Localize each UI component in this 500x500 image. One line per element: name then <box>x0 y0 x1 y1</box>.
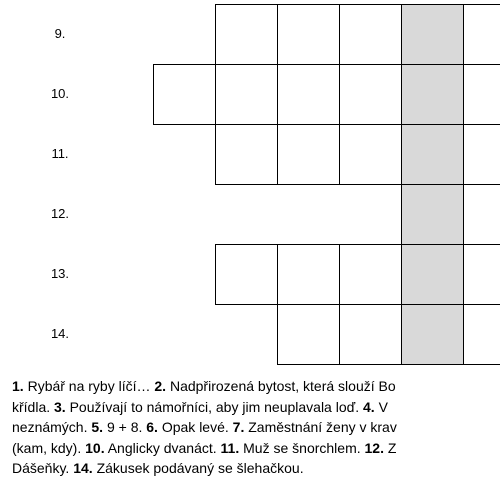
clue-text: (kam, kdy). <box>12 439 86 456</box>
clue-number: 7. <box>232 419 245 435</box>
crossword-cell[interactable] <box>463 4 500 65</box>
clue-text: Nadpřirozená bytost, která slouží Bo <box>166 378 396 394</box>
clue-text: Anglicky dvanáct. <box>104 439 221 456</box>
solution-cell[interactable] <box>401 184 464 245</box>
clue-text: Rybář na ryby líčí… <box>23 378 155 394</box>
clue-text: Z <box>383 439 397 456</box>
clue-number: 11. <box>220 439 240 456</box>
clues-text <box>12 376 500 479</box>
clue-text: křídla. <box>12 398 55 415</box>
crossword-cell[interactable] <box>463 184 500 245</box>
row-label: 13. <box>50 266 70 281</box>
clue-text: Dášeňky. <box>12 460 74 476</box>
clue-number: 2. <box>154 378 167 394</box>
row-label: 9. <box>54 26 66 41</box>
crossword-cell[interactable] <box>463 64 500 125</box>
solution-cell[interactable] <box>401 124 464 185</box>
crossword-cell[interactable] <box>277 124 340 185</box>
crossword-cell[interactable] <box>339 244 402 305</box>
clue-line <box>12 458 500 479</box>
crossword-cell[interactable] <box>215 244 278 305</box>
solution-cell[interactable] <box>401 4 464 65</box>
crossword-cell[interactable] <box>463 124 500 185</box>
clue-text: Opak levé. <box>157 419 233 435</box>
clue-number: 12. <box>364 439 384 456</box>
crossword-cell[interactable] <box>339 304 402 365</box>
solution-cell[interactable] <box>401 304 464 365</box>
clue-number: 6. <box>146 419 158 435</box>
crossword-cell[interactable] <box>339 124 402 185</box>
crossword-cell[interactable] <box>215 4 278 65</box>
clue-number: 10. <box>85 439 105 456</box>
crossword-cell[interactable] <box>215 124 278 185</box>
clue-line <box>12 397 500 418</box>
clue-line <box>12 438 500 459</box>
clue-line <box>12 376 500 397</box>
crossword-cell[interactable] <box>339 64 402 125</box>
clue-line <box>12 417 500 438</box>
crossword-cell[interactable] <box>153 64 216 125</box>
clue-number: 14. <box>73 460 93 476</box>
row-label: 14. <box>50 326 70 341</box>
solution-cell[interactable] <box>401 244 464 305</box>
row-label: 12. <box>50 206 70 221</box>
clue-text: Zaměstnání ženy v krav <box>244 419 397 435</box>
clue-number: 1. <box>12 378 24 394</box>
crossword-cell[interactable] <box>277 304 340 365</box>
clue-number: 3. <box>54 398 66 415</box>
crossword-cell[interactable] <box>215 64 278 125</box>
clue-number: 4. <box>363 398 375 415</box>
clue-text: 9 + 8. <box>103 419 147 435</box>
crossword-cell[interactable] <box>277 244 340 305</box>
crossword-cell[interactable] <box>463 244 500 305</box>
clue-text: neznámých. <box>12 419 92 435</box>
clue-text: Používají to námořníci, aby jim neuplavala loď. <box>65 398 364 415</box>
row-label: 11. <box>51 146 69 161</box>
solution-cell[interactable] <box>401 64 464 125</box>
crossword-cell[interactable] <box>339 4 402 65</box>
crossword-cell[interactable] <box>463 304 500 365</box>
clue-text: V <box>374 398 388 415</box>
clue-number: 5. <box>91 419 104 435</box>
crossword-cell[interactable] <box>277 64 340 125</box>
clue-text: Muž se šnorchlem. <box>239 439 365 456</box>
clue-text: Zákusek podávaný se šlehačkou. <box>92 460 304 476</box>
row-label: 10. <box>50 86 70 101</box>
crossword-cell[interactable] <box>277 4 340 65</box>
